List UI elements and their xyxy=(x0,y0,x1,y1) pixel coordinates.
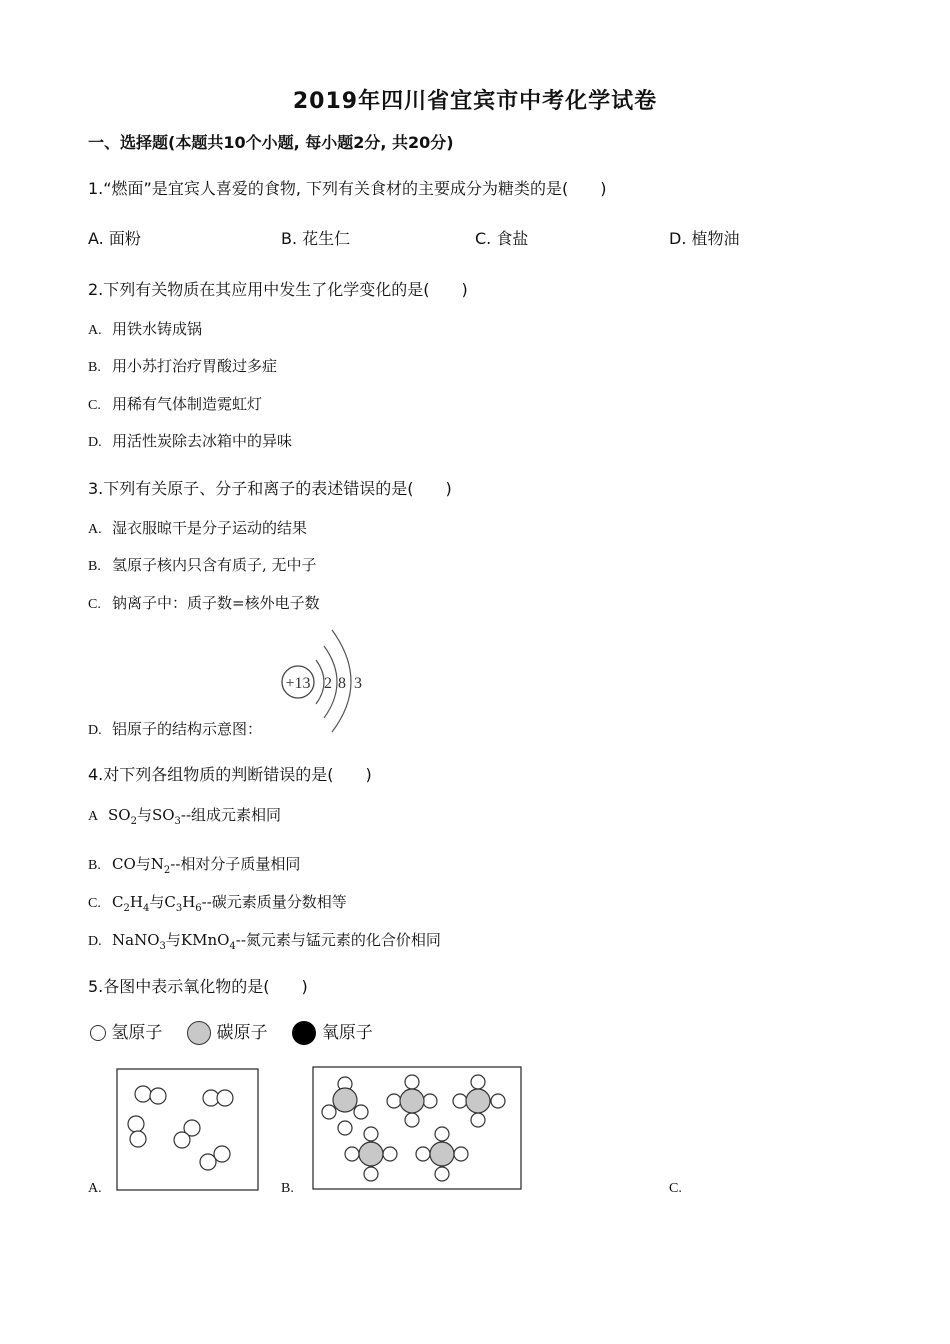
formula-part: KMnO xyxy=(180,931,230,949)
q1-option-c[interactable]: C. 食盐 xyxy=(475,229,529,248)
formula-part: NaNO xyxy=(112,931,160,949)
subscript: 2 xyxy=(123,903,130,914)
oxygen-legend-label: 氧原子 xyxy=(321,1023,373,1043)
hydrogen-legend-label: 氢原子 xyxy=(111,1023,163,1043)
option-label: C. xyxy=(88,398,101,413)
q2-option-a[interactable] xyxy=(88,318,202,339)
carbon-legend-icon xyxy=(187,1021,211,1045)
q3-option-b[interactable] xyxy=(88,554,317,575)
option-text: 湿衣服晾干是分子运动的结果 xyxy=(112,519,308,537)
hydrogen-atom xyxy=(130,1131,146,1147)
option-label: B. xyxy=(88,858,101,873)
aluminum-atom-diagram xyxy=(276,622,376,734)
q2-option-d[interactable] xyxy=(88,430,292,451)
formula-part: C xyxy=(112,893,124,911)
formula-part: H xyxy=(129,893,143,911)
carbon-legend-label: 碳原子 xyxy=(216,1023,268,1043)
question-5-stem: 5.各图中表示氧化物的是( ) xyxy=(88,977,308,996)
formula-part: C xyxy=(164,893,176,911)
option-text: 铝原子的结构示意图： xyxy=(112,720,263,738)
option-text: 用活性炭除去冰箱中的异味 xyxy=(112,432,293,450)
subscript: 6 xyxy=(195,903,202,914)
hydrogen-legend-icon xyxy=(90,1025,106,1041)
q3-option-c[interactable] xyxy=(88,592,320,613)
shell-3-count: 3 xyxy=(354,675,362,692)
oxygen-legend-icon xyxy=(292,1021,316,1045)
hydrogen-atom xyxy=(174,1132,190,1148)
q4-option-d[interactable] xyxy=(88,929,441,950)
q3-option-a[interactable] xyxy=(88,517,307,538)
option-label: B. xyxy=(88,559,101,574)
q4-option-a[interactable] xyxy=(88,804,281,825)
option-label: A. xyxy=(88,323,102,338)
option-text: --组成元素相同 xyxy=(180,806,282,824)
q2-option-c[interactable] xyxy=(88,393,262,414)
subscript: 3 xyxy=(175,903,183,914)
subscript: 2 xyxy=(130,816,137,827)
shell-1-count: 2 xyxy=(324,675,332,692)
connector: 与 xyxy=(149,893,165,911)
electron-shell-1 xyxy=(316,660,324,704)
formula-part: SO xyxy=(151,806,175,824)
option-label: A xyxy=(88,809,99,824)
subscript: 3 xyxy=(159,941,166,952)
subscript: 4 xyxy=(142,903,150,914)
subscript: 4 xyxy=(229,941,236,952)
question-4-stem: 4.对下列各组物质的判断错误的是( ) xyxy=(88,765,372,784)
option-text: 用铁水铸成锅 xyxy=(112,320,203,338)
option-text: --相对分子质量相同 xyxy=(170,855,301,873)
question-1-stem: 1.“燃面”是宜宾人喜爱的食物, 下列有关食材的主要成分为糖类的是( ) xyxy=(88,179,607,198)
picture-c-label: C. xyxy=(669,1181,682,1196)
option-label: D. xyxy=(88,723,102,738)
option-label: B. xyxy=(88,360,101,375)
option-text: --氮元素与锰元素的化合价相同 xyxy=(235,931,441,949)
option-label: A. xyxy=(88,522,102,537)
q4-option-b[interactable] xyxy=(88,853,300,874)
picture-a-label: A. xyxy=(88,1181,102,1196)
option-text: 氢原子核内只含有质子, 无中子 xyxy=(112,556,317,574)
q1-option-b[interactable]: B. 花生仁 xyxy=(281,229,351,248)
option-label: C. xyxy=(88,896,101,911)
connector: 与 xyxy=(135,855,151,873)
paper-title: 2019年四川省宜宾市中考化学试卷 xyxy=(292,89,658,114)
hydrogen-atom xyxy=(214,1146,230,1162)
picture-a-hydrogen-molecules[interactable] xyxy=(116,1068,259,1191)
formula-part: SO xyxy=(108,806,131,824)
question-3-stem: 3.下列有关原子、分子和离子的表述错误的是( ) xyxy=(88,479,452,498)
option-text: 用小苏打治疗胃酸过多症 xyxy=(112,357,278,375)
q1-option-a[interactable]: A. 面粉 xyxy=(88,229,141,248)
formula-part: CO xyxy=(112,855,136,873)
option-label: D. xyxy=(88,934,102,949)
option-label: D. xyxy=(88,435,102,450)
connector: 与 xyxy=(165,931,181,949)
option-text: 用稀有气体制造霓虹灯 xyxy=(112,395,263,413)
option-text: 钠离子中：质子数=核外电子数 xyxy=(112,594,320,612)
nucleus-charge: +13 xyxy=(285,675,311,692)
formula-part: N xyxy=(150,855,164,873)
option-text: --碳元素质量分数相等 xyxy=(201,893,347,911)
option-label: C. xyxy=(88,597,101,612)
q1-option-d[interactable]: D. 植物油 xyxy=(669,229,740,248)
q2-option-b[interactable] xyxy=(88,355,277,376)
hydrogen-atom xyxy=(200,1154,216,1170)
connector: 与 xyxy=(136,806,152,824)
subscript: 3 xyxy=(174,816,181,827)
section-heading: 一、选择题(本题共10个小题, 每小题2分, 共20分) xyxy=(88,133,454,152)
q3-option-d[interactable] xyxy=(88,718,262,739)
subscript: 2 xyxy=(163,865,171,876)
hydrogen-atom xyxy=(135,1086,151,1102)
formula-part: H xyxy=(182,893,196,911)
picture-b-label: B. xyxy=(281,1181,294,1196)
q4-option-c[interactable] xyxy=(88,891,347,912)
hydrogen-atom xyxy=(128,1116,144,1132)
question-2-stem: 2.下列有关物质在其应用中发生了化学变化的是( ) xyxy=(88,280,468,299)
atom-legend xyxy=(90,1018,373,1045)
shell-2-count: 8 xyxy=(338,675,346,692)
hydrogen-atom xyxy=(217,1090,233,1106)
hydrogen-atom xyxy=(150,1088,166,1104)
picture-b-methane-molecules[interactable] xyxy=(312,1066,522,1190)
